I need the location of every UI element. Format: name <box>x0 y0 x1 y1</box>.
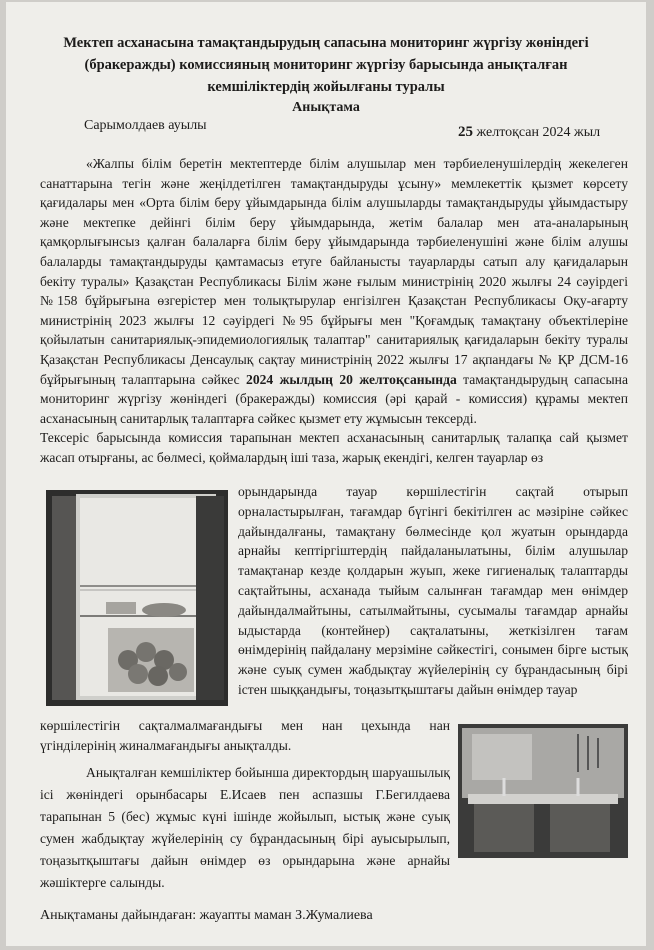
refrigerator-photo <box>46 490 228 706</box>
document-date <box>458 124 600 141</box>
date-day: 25 <box>458 124 473 140</box>
kitchen-sink-photo <box>458 724 628 858</box>
paragraph-2-end: көршілестігін сақталмалмағандығы мен нан цехында нан үгінділерінің жиналмағандығы анықталды. <box>40 718 450 753</box>
date-rest: желтоқсан 2024 жыл <box>473 125 601 140</box>
paragraph-1-start: «Жалпы білім беретін мектептерде білім алушылар мен тәрбиеленушілердің жекелеген санаттарына тегін және жеңілдетілген тамақтандыруды ұсыну» мемлекеттік қызмет көрсету қағидалары мен «Орта білім беру ұйымдарында білім алушыларды тамақтандыруды ұйымдастыру және мектепке дейінгі білім беру ұйымдарында, жетім балалар мен ата-аналарының қамқорлығынсыз қалған балаларға білім беру ұйымдарында тәрбиеленушіні және білім алушы балаларды тамақтандыруды қамтамасыз етуге байланысты тауарларды сатып алу қағидаларын бекіту туралы» Қазақстан Республикасы Білім және ғылым министрінің 2020 жылғы 24 сәуірдегі №158 бұйрығына өзгерістер мен толықтырулар енгізілген Қазақстан Республикасы Оқу-ағарту министрінің 2023 жылғы 12 сәуірдегі №95 бұйрығы мен "Қоғамдық тамақтану объектілеріне қойылатын санитариялық-эпидемиологиялық талаптар" санитариялық қағидаларын бекіту туралы Қазақстан Республикасы Денсаулық сақтау министрінің 2022 жылғы 17 ақпандағы № ҚР ДСМ-16 бұйрығының талаптарына сәйкес <box>40 156 628 387</box>
paragraph-3-text: Анықталған кемшіліктер бойынша директордың шаруашылық ісі жөніндегі орынбасары Е.Исаев пен аспазшы Г.Бегилдаева тарапынан 5 (бес) жұмыс күні ішінде жойылып, ыстық және суық сумен жабдықтау жүйелерінің су бұрандасының бірі ауысырылып, тоңазытқыштағы дайын өнімдер өз орындарына және арнайы жәшіктерге салынды. <box>40 765 450 890</box>
paragraph-2-start: Тексеріс барысында комиссия тарапынан мектеп асханасының санитарлық талапқа сай қызмет жасап отырғаны, ас бөлмесі, қоймалардың іші таза, жарық екендігі, келген тауарлар өз <box>40 430 628 465</box>
document-page <box>6 2 646 946</box>
paragraph-3 <box>40 762 450 894</box>
paragraph-1-end: тамақтандырудың сапасына мониторинг жүргізу жөніндегі (бракеражды) комиссия (әрі қарай - комиссия) құрамы мектеп асханасының санитарлық талаптарға сәйкес қызмет ету жұмысын тексерді. <box>40 371 628 426</box>
document-title: Мектеп асханасына тамақтандырудың сапасына мониторинг жүргізу жөніндегі (бракеражды) комиссияның мониторинг жүргізу барысында анықталған кемшіліктердің жойылғаны туралы <box>63 35 589 95</box>
inspection-date-bold: 2024 жылдың 20 желтоқсанында <box>246 371 457 387</box>
signature-line: Анықтаманы дайындаған: жауапты маман З.Жумалиева <box>40 908 373 923</box>
place-name: Сарымолдаев ауылы <box>84 118 207 133</box>
document-subtitle: Анықтама <box>292 100 360 115</box>
paragraph-1 <box>40 154 628 428</box>
document-body <box>40 154 628 468</box>
paragraph-2-wrap: орындарында тауар көршілестігін сақтай отырып орналастырылған, тағамдар бүгінгі бекітілген ас мәзіріне сәйкес дайындалғаны, тамақтану бөлмесінде қол жуатын орындарда арнайы кептіргіштердің пайдаланылатыны, білім алушылар тамақтанар кезде қолдарын жуып, жеке гигиеналық талаптарды сақтайтыны, асханада тыйым салынған тағамдар мен өнімдер дайындалмайтыны, сатылмайтыны, сусымалы тағамдар арнайы ыдыстарда (контейнер) сақталатыны, жеткізілген тағам өнімдерінің пайдалану мерзіміне сәйкестігі, сонымен бірге ыстық және суық сумен жабдықтау жүйелерінің су бұрандасының бірі істен шыққандығы, тоңазытқыштағы дайын өнімдер тауар <box>238 484 628 697</box>
